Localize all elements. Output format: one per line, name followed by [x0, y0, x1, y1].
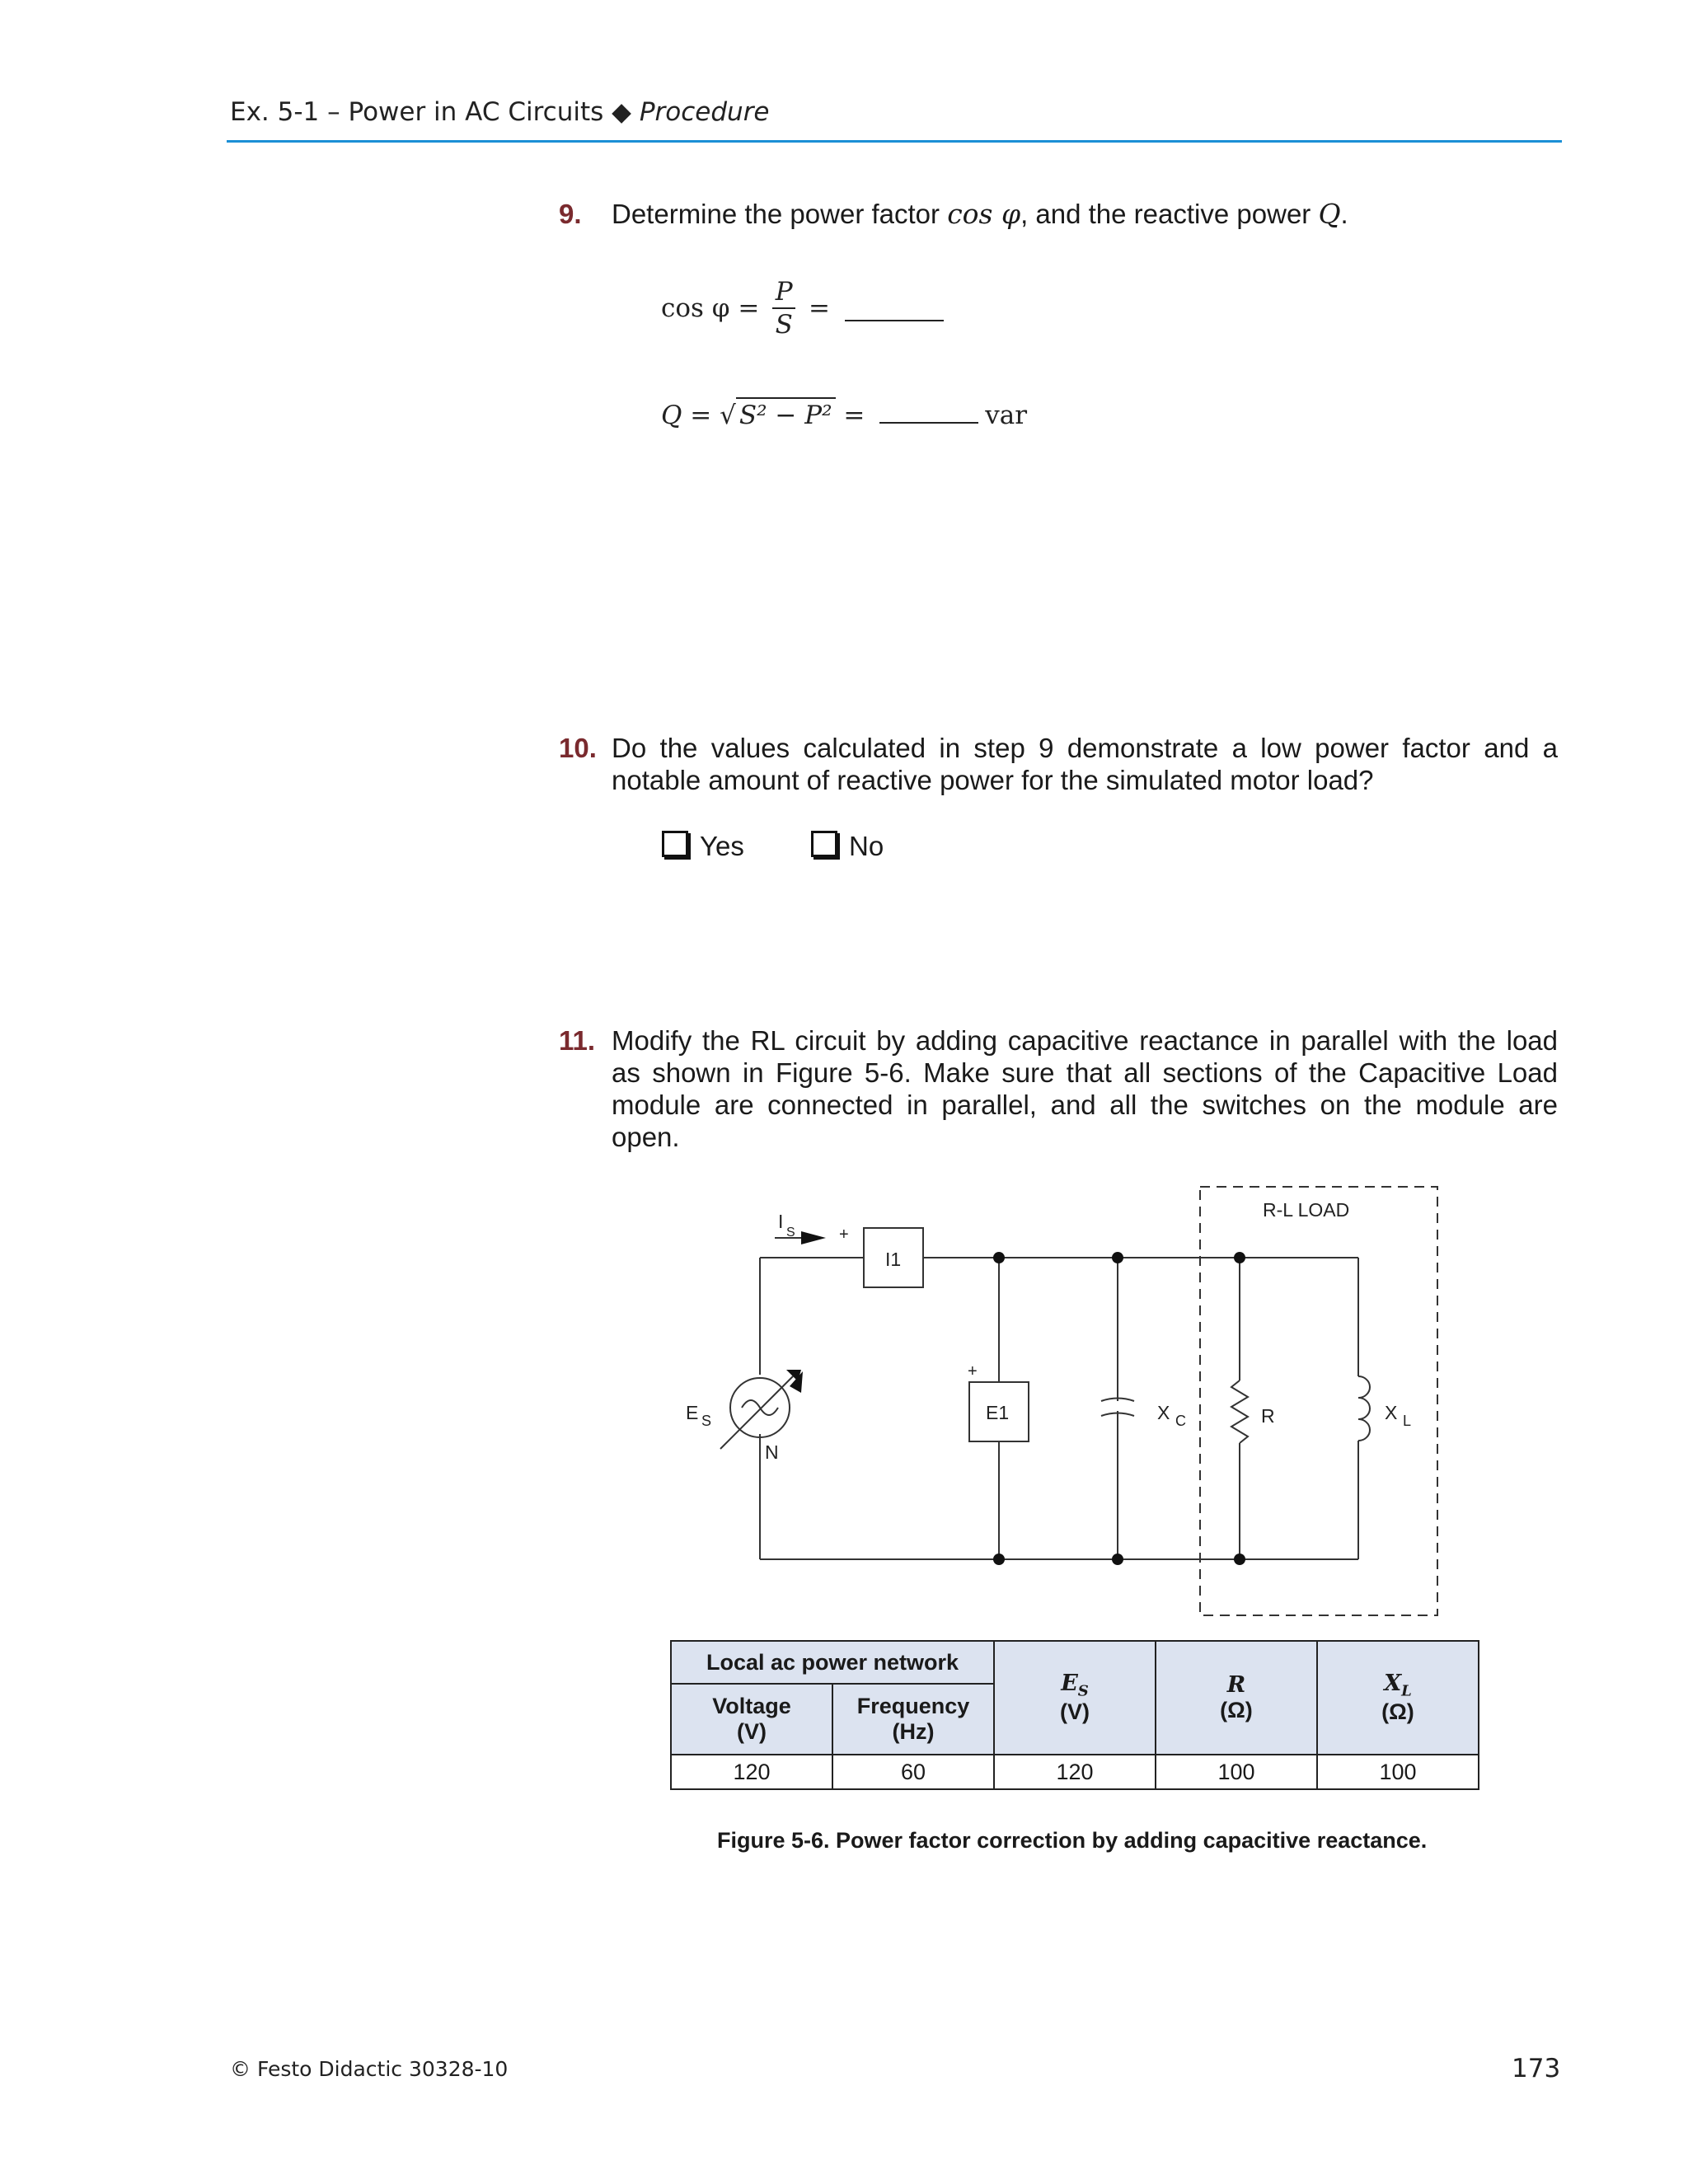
- step-number: 11.: [559, 1025, 596, 1056]
- table-cell: 120: [994, 1755, 1156, 1789]
- checkbox-yes[interactable]: [662, 831, 744, 862]
- answer-blank[interactable]: [845, 295, 944, 321]
- checkbox-icon[interactable]: [811, 831, 837, 857]
- step-text-part: .: [1340, 199, 1348, 229]
- math-q: Q: [1318, 198, 1341, 230]
- header-es-symbol: E: [1061, 1670, 1078, 1696]
- header-voltage-unit: (V): [737, 1719, 767, 1744]
- math-cos-phi: cos φ: [947, 198, 1021, 230]
- junction-dot: [1112, 1554, 1123, 1565]
- header-section: Procedure: [639, 97, 770, 127]
- step-text: Modify the RL circuit by adding capacitive reactance in parallel with the load as shown in Figure 5-6. Make sure that all sections of the Capacitive Load module are connected in parallel, and all the switches on the module are open.: [612, 1025, 1558, 1152]
- header-separator: ◆: [612, 97, 631, 127]
- table-header-r: [1156, 1641, 1317, 1755]
- table-row: [671, 1755, 1479, 1789]
- step-text-part: Determine the power factor: [612, 199, 948, 229]
- rl-load-label: R-L LOAD: [1263, 1199, 1350, 1221]
- header-xl-symbol: X: [1384, 1670, 1402, 1696]
- table-cell: 100: [1317, 1755, 1479, 1789]
- current-subscript: S: [786, 1226, 795, 1240]
- resistor-label: R: [1261, 1405, 1275, 1427]
- voltmeter-box: [969, 1382, 1029, 1441]
- fraction-denominator: S: [775, 310, 793, 340]
- junction-dot: [1234, 1252, 1245, 1263]
- voltmeter-label: E1: [986, 1402, 1010, 1423]
- junction-dot: [993, 1252, 1005, 1263]
- answer-blank[interactable]: [879, 397, 978, 424]
- ac-source-circle: [730, 1378, 790, 1437]
- junction-dot: [1234, 1554, 1245, 1565]
- inductor-coil: [1358, 1376, 1370, 1441]
- step-10: [560, 732, 1558, 796]
- checkbox-label: No: [849, 831, 884, 861]
- current-label: I: [778, 1211, 784, 1232]
- header-title: Ex. 5-1 – Power in AC Circuits: [230, 97, 604, 127]
- inductor-label: X: [1385, 1402, 1398, 1423]
- pf-lhs: cos φ =: [661, 293, 760, 323]
- resistor-zigzag: [1231, 1380, 1248, 1443]
- table-cell: 60: [832, 1755, 994, 1789]
- header-es-unit: (V): [1060, 1699, 1090, 1725]
- reactive-power-equation: [661, 397, 1027, 430]
- checkbox-label: Yes: [700, 831, 744, 861]
- ammeter-box: [864, 1228, 923, 1287]
- header-rule: [227, 140, 1562, 143]
- capacitor-subscript: C: [1175, 1413, 1186, 1429]
- fraction: [772, 276, 795, 340]
- step-text-part: , and the reactive power: [1020, 199, 1319, 229]
- footer-copyright: © Festo Didactic 30328-10: [230, 2057, 509, 2081]
- source-label: E: [686, 1402, 699, 1423]
- step-text: [560, 198, 1558, 230]
- header-frequency-unit: (Hz): [892, 1719, 935, 1744]
- plus-sign: +: [968, 1362, 978, 1380]
- rl-load-boundary: [1200, 1187, 1437, 1615]
- source-subscript: S: [701, 1413, 712, 1429]
- table-header-voltage: [671, 1684, 832, 1755]
- table-header-es: [994, 1641, 1156, 1755]
- table-group-header: Local ac power network: [671, 1641, 994, 1684]
- q-radicand: S² − P²: [736, 397, 836, 430]
- capacitor-plate: [1101, 1399, 1134, 1402]
- neutral-label: N: [765, 1441, 779, 1463]
- table-cell: 100: [1156, 1755, 1317, 1789]
- junction-dot: [1112, 1252, 1123, 1263]
- header-voltage-label: Voltage: [712, 1694, 791, 1718]
- variable-arrow-icon: [790, 1371, 803, 1393]
- power-factor-equation: [661, 276, 950, 340]
- header-frequency-label: Frequency: [856, 1694, 970, 1718]
- page-number: 173: [1512, 2054, 1561, 2083]
- current-arrow-icon: [801, 1231, 826, 1244]
- table-cell: 120: [671, 1755, 832, 1789]
- fraction-numerator: P: [775, 277, 793, 307]
- inductor-subscript: L: [1403, 1413, 1412, 1429]
- q-lhs: Q = √: [661, 401, 736, 430]
- header-xl-unit: (Ω): [1381, 1699, 1414, 1725]
- ammeter-label: I1: [885, 1249, 902, 1270]
- header-r-symbol: R: [1226, 1672, 1246, 1698]
- q-equals: =: [843, 401, 865, 430]
- pf-equals: =: [809, 293, 831, 323]
- table-header-xl: [1317, 1641, 1479, 1755]
- figure-caption: Figure 5-6. Power factor correction by adding capacitive reactance.: [717, 1828, 1428, 1853]
- header-r-unit: (Ω): [1220, 1698, 1253, 1722]
- step-9: [560, 198, 1558, 230]
- running-header: [230, 97, 770, 127]
- junction-dot: [993, 1554, 1005, 1565]
- q-unit: var: [985, 401, 1028, 430]
- plus-sign: +: [839, 1226, 849, 1244]
- table-header-frequency: [832, 1684, 994, 1755]
- checkbox-icon[interactable]: [662, 831, 688, 857]
- header-xl-subscript: L: [1401, 1682, 1412, 1700]
- step-number: 9.: [559, 199, 582, 229]
- capacitor-plate: [1101, 1413, 1134, 1417]
- checkbox-no[interactable]: [811, 831, 884, 862]
- step-text: Do the values calculated in step 9 demonstrate a low power factor and a notable amount of reactive power for the simulated motor load?: [612, 733, 1558, 795]
- step-number: 10.: [559, 733, 597, 763]
- header-es-subscript: S: [1077, 1682, 1089, 1700]
- parameter-table: [670, 1640, 1479, 1790]
- variable-arrow-line: [720, 1376, 793, 1449]
- sine-wave-icon: [742, 1400, 778, 1415]
- capacitor-label: X: [1157, 1402, 1170, 1423]
- step-11: [560, 1024, 1558, 1153]
